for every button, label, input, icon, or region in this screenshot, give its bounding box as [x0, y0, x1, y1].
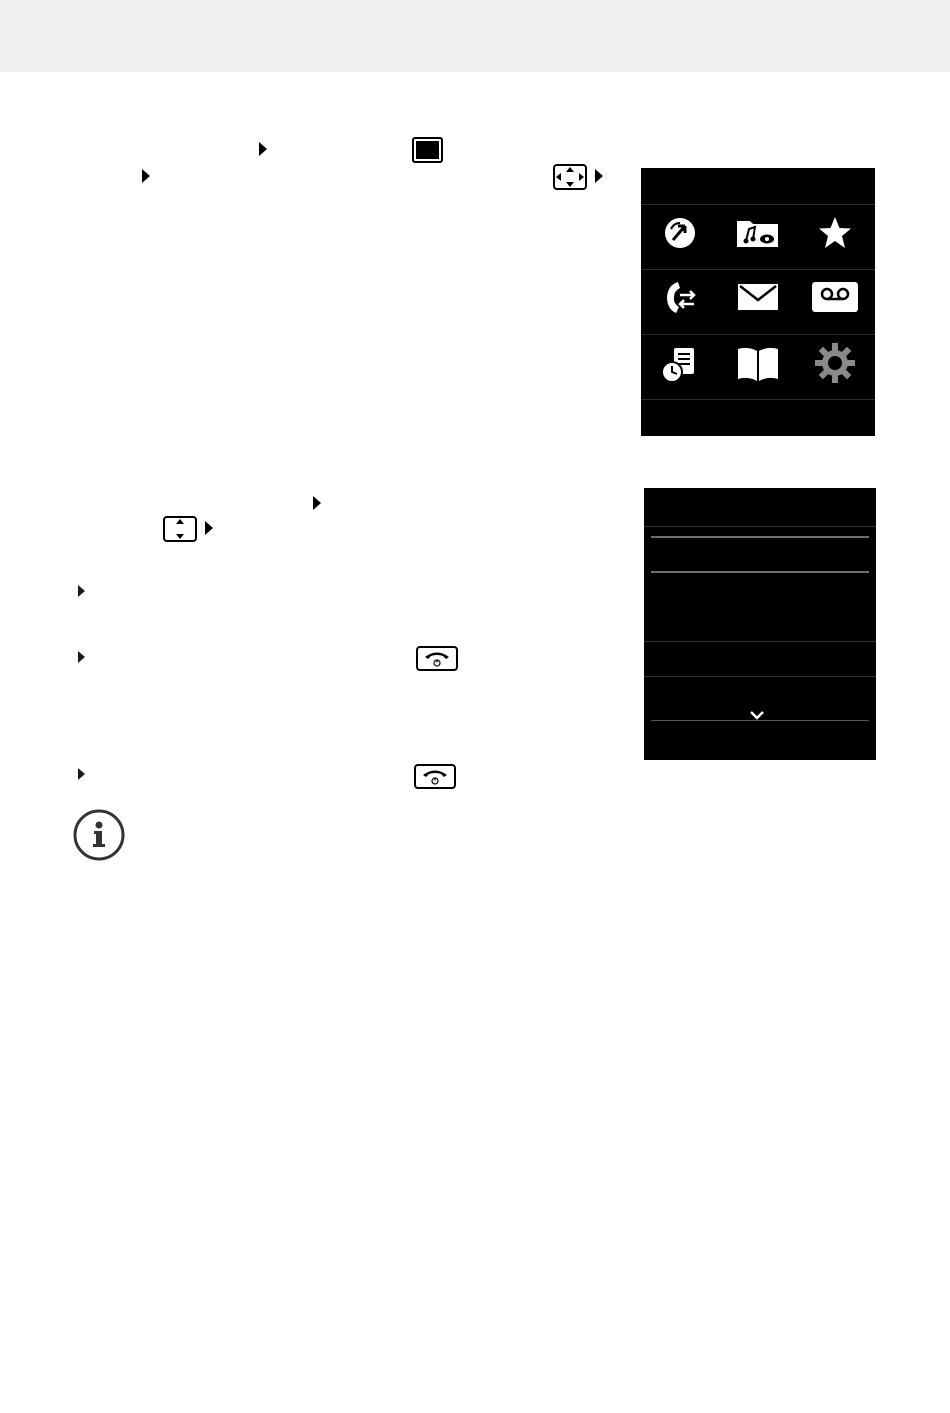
handset-list-screen [644, 488, 876, 760]
step-arrow-icon [595, 169, 603, 183]
step-arrow-icon [142, 169, 150, 183]
media-pool-icon[interactable] [728, 208, 788, 258]
step-arrow-icon [205, 521, 213, 535]
screen-divider [641, 399, 875, 400]
navigation-key-updown-icon [163, 516, 197, 542]
star-icon[interactable] [805, 208, 865, 258]
bullet-arrow-icon [78, 651, 85, 663]
end-call-key-icon [414, 764, 456, 789]
step-arrow-icon [313, 496, 321, 510]
list-separator [651, 536, 869, 538]
screen-divider [641, 334, 875, 335]
messages-envelope-icon[interactable] [728, 272, 788, 322]
call-forwarding-icon[interactable] [650, 208, 710, 258]
screen-divider [651, 720, 869, 721]
screen-divider [644, 641, 876, 642]
directory-book-icon[interactable] [728, 338, 788, 388]
bullet-arrow-icon [78, 768, 85, 780]
screen-divider [644, 526, 876, 527]
menu-key-icon [412, 137, 443, 163]
screen-divider [644, 676, 876, 677]
info-icon [72, 808, 126, 862]
voicemail-icon[interactable] [805, 272, 865, 322]
step-arrow-icon [259, 142, 267, 156]
settings-gear-icon[interactable] [805, 338, 865, 388]
page-header-band [0, 0, 950, 72]
screen-divider [641, 204, 875, 205]
screen-divider [641, 269, 875, 270]
navigation-key-4way-icon [553, 164, 587, 190]
call-transfer-icon[interactable] [650, 272, 710, 322]
list-separator [651, 571, 869, 573]
end-call-key-icon [416, 646, 458, 671]
bullet-arrow-icon [78, 585, 85, 597]
chevron-down-icon[interactable] [749, 708, 765, 720]
handset-menu-screen [641, 168, 875, 436]
organizer-clock-icon[interactable] [650, 338, 710, 388]
